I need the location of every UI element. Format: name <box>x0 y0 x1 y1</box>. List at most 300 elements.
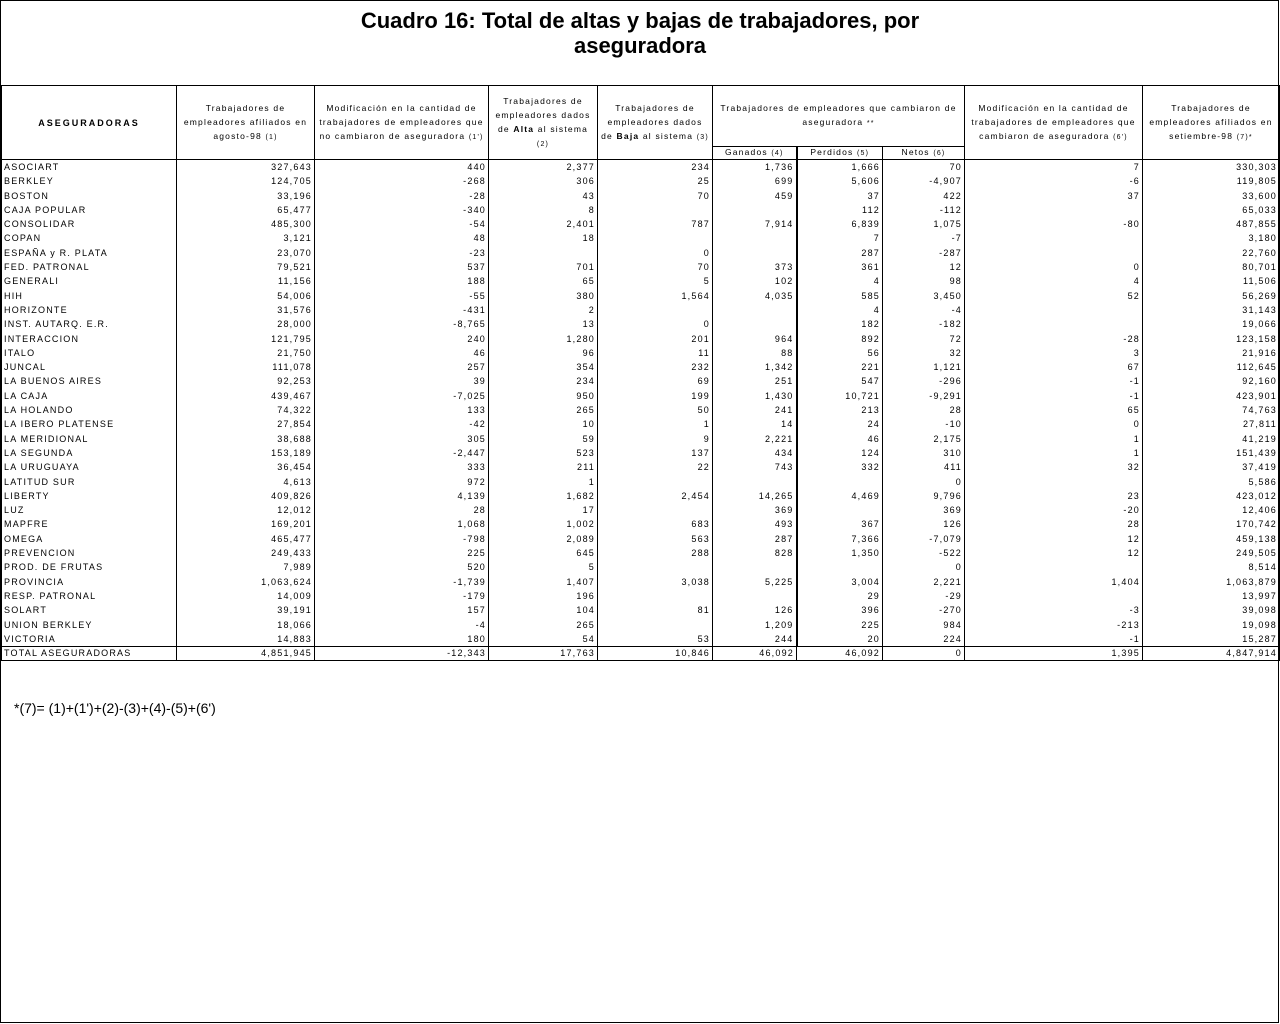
table-cell <box>713 317 797 331</box>
table-cell: 153,189 <box>177 446 315 460</box>
table-cell: 701 <box>489 260 598 274</box>
table-cell: 1,063,624 <box>177 575 315 589</box>
table-cell: 21,916 <box>1143 346 1280 360</box>
table-cell: 54 <box>489 632 598 647</box>
table-cell: 4 <box>965 274 1143 288</box>
table-cell: 2,221 <box>713 432 797 446</box>
table-cell: 828 <box>713 546 797 560</box>
table-cell: 1,407 <box>489 575 598 589</box>
table-cell: 265 <box>489 618 598 632</box>
table-cell: 102 <box>713 274 797 288</box>
table-cell: 65,033 <box>1143 203 1280 217</box>
table-cell: 213 <box>797 403 883 417</box>
table-cell: 39 <box>315 374 489 388</box>
table-row <box>2 589 1280 603</box>
table-row <box>2 503 1280 517</box>
table-cell: 1,063,879 <box>1143 575 1280 589</box>
table-cell: -7,079 <box>883 532 965 546</box>
table-cell: 56 <box>797 346 883 360</box>
table-cell: 133 <box>315 403 489 417</box>
table-cell: 182 <box>797 317 883 331</box>
table-cell: 1,121 <box>883 360 965 374</box>
row-label: LA BUENOS AIRES <box>2 374 177 388</box>
table-cell: 1,682 <box>489 489 598 503</box>
table-cell: 7,914 <box>713 217 797 231</box>
table-cell <box>965 560 1143 574</box>
table-cell: 121,795 <box>177 332 315 346</box>
table-cell: 33,600 <box>1143 189 1280 203</box>
table-cell: -4,907 <box>883 174 965 188</box>
table-cell: 4,613 <box>177 475 315 489</box>
table-cell: 9,796 <box>883 489 965 503</box>
row-label: PROD. DE FRUTAS <box>2 560 177 574</box>
table-cell: -6 <box>965 174 1143 188</box>
table-cell: 28 <box>965 517 1143 531</box>
table-row <box>2 560 1280 574</box>
table-cell: 423,012 <box>1143 489 1280 503</box>
table-row <box>2 403 1280 417</box>
table-cell: 48 <box>315 231 489 245</box>
table-cell: 37,419 <box>1143 460 1280 474</box>
table-cell: 7 <box>797 231 883 245</box>
row-label: FED. PATRONAL <box>2 260 177 274</box>
row-label: CAJA POPULAR <box>2 203 177 217</box>
table-cell: -1 <box>965 632 1143 647</box>
table-cell: 201 <box>598 332 713 346</box>
table-cell: 32 <box>965 460 1143 474</box>
table-cell: 37 <box>965 189 1143 203</box>
table-cell: 244 <box>713 632 797 647</box>
table-cell: 699 <box>713 174 797 188</box>
header-perdidos: Perdidos (5) <box>797 147 883 160</box>
table-cell <box>598 618 713 632</box>
row-label: LA CAJA <box>2 389 177 403</box>
table-cell: 119,805 <box>1143 174 1280 188</box>
table-row <box>2 289 1280 303</box>
table-row <box>2 246 1280 260</box>
row-label: HORIZONTE <box>2 303 177 317</box>
table-cell: -2,447 <box>315 446 489 460</box>
row-label: LA IBERO PLATENSE <box>2 417 177 431</box>
table-cell: 11,506 <box>1143 274 1280 288</box>
table-cell: 37 <box>797 189 883 203</box>
table-cell: 28 <box>883 403 965 417</box>
table-cell: 232 <box>598 360 713 374</box>
table-body <box>2 160 1280 647</box>
table-row <box>2 618 1280 632</box>
table-cell: 1,666 <box>797 160 883 175</box>
table-cell: 8,514 <box>1143 560 1280 574</box>
table-cell: 169,201 <box>177 517 315 531</box>
table-cell: 41,219 <box>1143 432 1280 446</box>
table-cell: 3,450 <box>883 289 965 303</box>
table-row <box>2 317 1280 331</box>
table-cell: 10 <box>489 417 598 431</box>
row-label: LA URUGUAYA <box>2 460 177 474</box>
table-cell: 72 <box>883 332 965 346</box>
row-label: HIH <box>2 289 177 303</box>
table-cell: 310 <box>883 446 965 460</box>
table-cell: 743 <box>713 460 797 474</box>
table-cell: 3 <box>965 346 1143 360</box>
table-row <box>2 160 1280 175</box>
table-cell: 111,078 <box>177 360 315 374</box>
row-label: OMEGA <box>2 532 177 546</box>
row-label: GENERALI <box>2 274 177 288</box>
table-cell: 0 <box>883 475 965 489</box>
table-cell: -55 <box>315 289 489 303</box>
table-cell: 1 <box>598 417 713 431</box>
table-cell: -8,765 <box>315 317 489 331</box>
table-cell: 36,454 <box>177 460 315 474</box>
table-cell: 4,469 <box>797 489 883 503</box>
table-cell: 3,121 <box>177 231 315 245</box>
table-cell: 23,070 <box>177 246 315 260</box>
table-cell: 28 <box>315 503 489 517</box>
table-cell: 1 <box>965 446 1143 460</box>
table-cell: 396 <box>797 603 883 617</box>
table-cell: 234 <box>598 160 713 175</box>
table-cell: 984 <box>883 618 965 632</box>
table-cell: 38,688 <box>177 432 315 446</box>
table-cell: 440 <box>315 160 489 175</box>
table-cell: 14,009 <box>177 589 315 603</box>
table-cell: -54 <box>315 217 489 231</box>
table-cell: 422 <box>883 189 965 203</box>
table-cell <box>965 589 1143 603</box>
table-cell: 196 <box>489 589 598 603</box>
table-cell: 1,068 <box>315 517 489 531</box>
table-cell: -431 <box>315 303 489 317</box>
row-label: ESPAÑA y R. PLATA <box>2 246 177 260</box>
table-cell: 1,404 <box>965 575 1143 589</box>
row-label: LA SEGUNDA <box>2 446 177 460</box>
table-cell: 28,000 <box>177 317 315 331</box>
total-cell: 4,847,914 <box>1143 647 1280 661</box>
table-cell: -20 <box>965 503 1143 517</box>
table-cell: 70 <box>598 189 713 203</box>
table-cell: 21,750 <box>177 346 315 360</box>
table-cell: 15,287 <box>1143 632 1280 647</box>
table-row <box>2 360 1280 374</box>
table-cell <box>598 503 713 517</box>
page-title <box>2 2 1278 80</box>
table-cell <box>797 503 883 517</box>
table-cell: 493 <box>713 517 797 531</box>
table-cell: 67 <box>965 360 1143 374</box>
table-cell: 3,004 <box>797 575 883 589</box>
table-cell: 330,303 <box>1143 160 1280 175</box>
row-label: BERKLEY <box>2 174 177 188</box>
table-cell: 98 <box>883 274 965 288</box>
table-cell: 12 <box>965 532 1143 546</box>
table-cell: 234 <box>489 374 598 388</box>
table-cell: 2,401 <box>489 217 598 231</box>
table-cell: 1,564 <box>598 289 713 303</box>
data-table-wrapper <box>1 85 1280 661</box>
table-cell: 369 <box>713 503 797 517</box>
table-cell: 288 <box>598 546 713 560</box>
table-cell: 27,811 <box>1143 417 1280 431</box>
table-cell: 972 <box>315 475 489 489</box>
table-cell: -1,739 <box>315 575 489 589</box>
table-cell: 31,143 <box>1143 303 1280 317</box>
table-cell: -3 <box>965 603 1143 617</box>
table-cell: 69 <box>598 374 713 388</box>
total-cell: 0 <box>883 647 965 661</box>
table-cell: 485,300 <box>177 217 315 231</box>
row-label: PREVENCION <box>2 546 177 560</box>
table-cell: 19,098 <box>1143 618 1280 632</box>
table-cell: 14,883 <box>177 632 315 647</box>
table-cell: 11,156 <box>177 274 315 288</box>
table-cell: 7,989 <box>177 560 315 574</box>
table-row <box>2 417 1280 431</box>
table-cell: 2,377 <box>489 160 598 175</box>
table-cell: 1,209 <box>713 618 797 632</box>
table-row <box>2 231 1280 245</box>
table-cell: 80,701 <box>1143 260 1280 274</box>
table-row <box>2 460 1280 474</box>
table-cell <box>965 231 1143 245</box>
table-cell: 18,066 <box>177 618 315 632</box>
table-cell: -4 <box>883 303 965 317</box>
row-label: INTERACCION <box>2 332 177 346</box>
table-cell: 18 <box>489 231 598 245</box>
table-cell: 65 <box>489 274 598 288</box>
table-cell: 537 <box>315 260 489 274</box>
table-cell: 81 <box>598 603 713 617</box>
table-cell: 53 <box>598 632 713 647</box>
table-row <box>2 260 1280 274</box>
header-col3: Trabajadores de empleadores dados de Alta al sistema (2) <box>489 86 598 160</box>
row-label: CONSOLIDAR <box>2 217 177 231</box>
table-cell: 5,606 <box>797 174 883 188</box>
table-cell <box>965 246 1143 260</box>
table-cell: 17 <box>489 503 598 517</box>
table-cell: -268 <box>315 174 489 188</box>
table-cell: 43 <box>489 189 598 203</box>
table-row <box>2 517 1280 531</box>
table-cell: 459 <box>713 189 797 203</box>
table-cell: 361 <box>797 260 883 274</box>
table-cell: 257 <box>315 360 489 374</box>
table-cell: 12,406 <box>1143 503 1280 517</box>
total-label: TOTAL ASEGURADORAS <box>2 647 177 661</box>
table-cell: 3,038 <box>598 575 713 589</box>
table-cell: 8 <box>489 203 598 217</box>
row-label: VICTORIA <box>2 632 177 647</box>
table-row <box>2 332 1280 346</box>
table-cell: 287 <box>797 246 883 260</box>
table-cell: -112 <box>883 203 965 217</box>
table-cell: 4,035 <box>713 289 797 303</box>
table-cell: -213 <box>965 618 1143 632</box>
table-cell: 24 <box>797 417 883 431</box>
table-cell: 124 <box>797 446 883 460</box>
row-label: LIBERTY <box>2 489 177 503</box>
table-cell: 126 <box>713 603 797 617</box>
table-cell: 645 <box>489 546 598 560</box>
table-cell: 74,322 <box>177 403 315 417</box>
table-cell: 380 <box>489 289 598 303</box>
table-cell: 2,089 <box>489 532 598 546</box>
table-cell: -7,025 <box>315 389 489 403</box>
table-row <box>2 274 1280 288</box>
table-cell <box>598 231 713 245</box>
table-cell: -798 <box>315 532 489 546</box>
table-cell: 327,643 <box>177 160 315 175</box>
row-label: ASOCIART <box>2 160 177 175</box>
table-cell: 523 <box>489 446 598 460</box>
table-row <box>2 374 1280 388</box>
table-cell: 1,350 <box>797 546 883 560</box>
table-row <box>2 217 1280 231</box>
table-cell: 5,225 <box>713 575 797 589</box>
table-cell: 1,342 <box>713 360 797 374</box>
table-cell <box>713 231 797 245</box>
row-label: LA MERIDIONAL <box>2 432 177 446</box>
row-label: COPAN <box>2 231 177 245</box>
table-cell <box>713 589 797 603</box>
table-cell: 2 <box>489 303 598 317</box>
table-cell: 367 <box>797 517 883 531</box>
table-cell <box>598 560 713 574</box>
table-cell: -1 <box>965 374 1143 388</box>
table-cell <box>797 560 883 574</box>
table-cell: 3,180 <box>1143 231 1280 245</box>
table-cell: 333 <box>315 460 489 474</box>
table-cell: -7 <box>883 231 965 245</box>
table-cell: 4 <box>797 274 883 288</box>
header-col1: Trabajadores de empleadores afiliados en agosto-98 (1) <box>177 86 315 160</box>
row-label: MAPFRE <box>2 517 177 531</box>
header-netos: Netos (6) <box>883 147 965 160</box>
title-line-2: aseguradora <box>573 33 707 58</box>
table-cell: 151,439 <box>1143 446 1280 460</box>
table-row <box>2 603 1280 617</box>
table-cell: 112,645 <box>1143 360 1280 374</box>
table-cell <box>598 589 713 603</box>
table-cell <box>713 475 797 489</box>
table-cell: 1,430 <box>713 389 797 403</box>
table-cell: 434 <box>713 446 797 460</box>
table-cell <box>598 303 713 317</box>
total-cell: 46,092 <box>797 647 883 661</box>
table-row <box>2 189 1280 203</box>
table-cell: 423,901 <box>1143 389 1280 403</box>
table-cell: 88 <box>713 346 797 360</box>
row-label: BOSTON <box>2 189 177 203</box>
table-cell: 240 <box>315 332 489 346</box>
table-cell: 585 <box>797 289 883 303</box>
table-cell: 332 <box>797 460 883 474</box>
table-cell: 123,158 <box>1143 332 1280 346</box>
table-row <box>2 203 1280 217</box>
table-cell <box>489 246 598 260</box>
data-table <box>1 85 1280 661</box>
table-cell: 1,736 <box>713 160 797 175</box>
table-cell: -522 <box>883 546 965 560</box>
table-cell: 249,505 <box>1143 546 1280 560</box>
table-cell: 46 <box>315 346 489 360</box>
table-cell: -296 <box>883 374 965 388</box>
total-cell: 10,846 <box>598 647 713 661</box>
table-cell: 65 <box>965 403 1143 417</box>
table-cell: -182 <box>883 317 965 331</box>
table-row <box>2 475 1280 489</box>
table-cell: 411 <box>883 460 965 474</box>
table-cell: 4,139 <box>315 489 489 503</box>
table-cell: 96 <box>489 346 598 360</box>
table-cell: 2,221 <box>883 575 965 589</box>
table-cell <box>713 203 797 217</box>
table-cell: -287 <box>883 246 965 260</box>
table-cell <box>965 303 1143 317</box>
table-cell: 74,763 <box>1143 403 1280 417</box>
table-cell: -9,291 <box>883 389 965 403</box>
table-cell: 25 <box>598 174 713 188</box>
table-cell: 0 <box>598 317 713 331</box>
table-cell: 354 <box>489 360 598 374</box>
table-cell: 199 <box>598 389 713 403</box>
table-cell: 1,280 <box>489 332 598 346</box>
table-cell: 563 <box>598 532 713 546</box>
table-cell: 221 <box>797 360 883 374</box>
table-cell: -270 <box>883 603 965 617</box>
table-cell: 787 <box>598 217 713 231</box>
table-row <box>2 632 1280 647</box>
table-cell: 31,576 <box>177 303 315 317</box>
table-cell: 683 <box>598 517 713 531</box>
table-cell: 59 <box>489 432 598 446</box>
table-cell: 0 <box>965 417 1143 431</box>
table-cell: 27,854 <box>177 417 315 431</box>
table-cell: -4 <box>315 618 489 632</box>
table-cell: 56,269 <box>1143 289 1280 303</box>
table-cell: 6,839 <box>797 217 883 231</box>
table-cell: 211 <box>489 460 598 474</box>
table-cell: 487,855 <box>1143 217 1280 231</box>
title-line-1: Cuadro 16: Total de altas y bajas de trabajadores, por <box>360 8 920 33</box>
table-cell: -340 <box>315 203 489 217</box>
total-cell: -12,343 <box>315 647 489 661</box>
table-cell: 39,098 <box>1143 603 1280 617</box>
table-cell: 373 <box>713 260 797 274</box>
table-cell: 12 <box>883 260 965 274</box>
table-cell <box>598 475 713 489</box>
table-cell: 39,191 <box>177 603 315 617</box>
table-cell: 70 <box>598 260 713 274</box>
table-cell <box>598 203 713 217</box>
table-cell: 65,477 <box>177 203 315 217</box>
table-cell: -23 <box>315 246 489 260</box>
table-cell: 0 <box>598 246 713 260</box>
table-cell: 104 <box>489 603 598 617</box>
table-cell: -42 <box>315 417 489 431</box>
table-cell <box>965 317 1143 331</box>
header-col9: Trabajadores de empleadores afiliados en setiembre-98 (7)* <box>1143 86 1280 160</box>
table-cell: 950 <box>489 389 598 403</box>
table-cell: 439,467 <box>177 389 315 403</box>
table-cell: -29 <box>883 589 965 603</box>
table-cell: 92,160 <box>1143 374 1280 388</box>
row-label: LA HOLANDO <box>2 403 177 417</box>
table-row <box>2 303 1280 317</box>
table-cell: 305 <box>315 432 489 446</box>
table-cell: 14 <box>713 417 797 431</box>
table-row <box>2 446 1280 460</box>
